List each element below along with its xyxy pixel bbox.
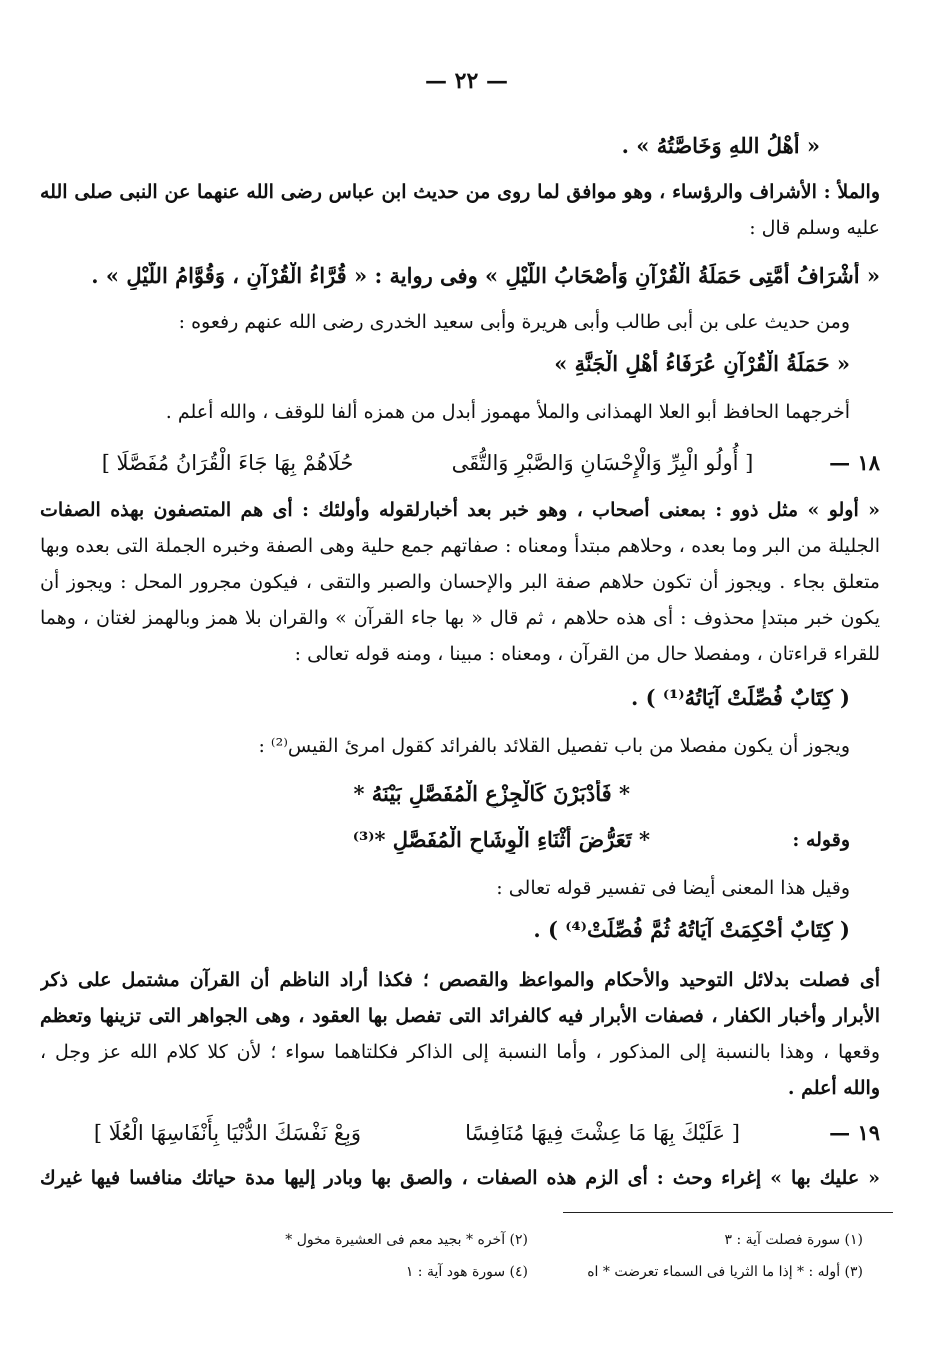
text-line: ويجوز أن يكون مفصلا من باب تفصيل القلائد بالفرائد كقول امرئ القيس⁽²⁾ : (258, 735, 850, 757)
verse-hemistich-first: [ عَلَيْكَ بِهَا مَا عِشْتَ فِيهَا مُنَافِسًا (465, 1121, 740, 1145)
text-line: عليه وسلم قال : (749, 217, 880, 239)
footnote: (١) سورة فصلت آية : ٣ (724, 1232, 863, 1248)
text-line: الأبرار وأخبار الكفار ، فصفات الأبرار فيه كالفرائد التى تفصل بها العقود ، وهى الجواهر التى تزينها وتعظم (40, 1005, 880, 1027)
footnote: (٣) أوله : * إذا ما الثريا فى السماء تعرضت * اه (587, 1264, 863, 1280)
footnote: (٢) آخره * بجيد معم فى العشيرة مخول * (285, 1232, 528, 1248)
text-line: ومن حديث على بن أبى طالب وأبى هريرة وأبى سعيد الخدرى رضى الله عنهم رفعوه : (178, 311, 850, 333)
footnote-divider (563, 1212, 893, 1213)
text-line: متعلق بجاء . ويجوز أن تكون حلاهم صفة البر والإحسان والصبر والتقى ، فيكون مجرور المحل : ويجوز أن (40, 571, 880, 593)
text-line: « حَمَلَةُ الْقُرْآنِ عُرَفَاءُ أَهْلِ الْجَنَّةِ » (554, 351, 850, 376)
text-line: يكون خبر مبتدإ محذوف : أى هذه حلاهم ، ثم قال « بها جاء القرآن » والقران بلا همز وبالهمز لغتان ، وهما (40, 607, 880, 629)
text-line: أخرجهما الحافظ أبو العلا الهمذانى والملأ مهموز أبدل من همزه ألفا للوقف ، والله أعلم . (165, 401, 850, 423)
verse-number: ١٨ — (829, 450, 880, 475)
text-line: * فَأَدْبَرْنَ كَالْجِزْعِ الْمُفَصَّلِ بَيْنَهُ * (353, 781, 630, 806)
text-line: للقراء قراءتان ، ومفصلا حال من القرآن ، ومعناه : مبينا ، ومنه قوله تعالى : (294, 643, 880, 665)
text-line: والله أعلم . (787, 1077, 880, 1099)
text-line: « عليك بها » إغراء وحث : أى الزم هذه الصفات ، والصق بها وبادر إليها مدة حياتك منافسا فيها غيرك (40, 1167, 880, 1189)
text-line: أى فصلت بدلائل التوحيد والأحكام والمواعظ والقصص ؛ فكذا أراد الناظم أن القرآن مشتمل على ذكر (40, 969, 880, 991)
text-line: « أَشْرَافُ أُمَّتِى حَمَلَةُ الْقُرْآنِ وَأَصْحَابُ اللَّيْلِ » وفى رواية : « قُرَّاءُ الْقُرْآنِ ، وَقُوَّامُ اللَّيْلِ » . (91, 263, 880, 288)
text-line: وقوله : (792, 829, 850, 851)
verse-number: ١٩ — (829, 1120, 880, 1145)
verse-line (40, 446, 880, 480)
verse-hemistich-first: [ أُولُو الْبِرِّ وَالْإِحْسَانِ وَالصَّبْرِ وَالتُّقَى (451, 451, 754, 475)
page-number: — ٢٢ — (425, 68, 508, 94)
verse-hemistich-second: حُلَاهُمْ بِهَا جَاءَ الْقُرَانُ مُفَصَّلَا ] (101, 451, 354, 475)
text-line: « أَهْلُ اللهِ وَخَاصَّتُهُ » . (621, 133, 820, 158)
verse-line (40, 1116, 880, 1150)
text-line: « أولو » مثل ذوو : بمعنى أصحاب ، وهو خبر بعد أخبارلقوله وأولئك : أى هم المتصفون بهذه الصفات (40, 499, 880, 521)
verse-hemistich-second: وَبِعْ نَفْسَكَ الدُّنْيَا بِأَنْفَاسِهَا الْعُلَا ] (93, 1121, 362, 1145)
text-line: ( كِتَابٌ فُصِّلَتْ آيَاتُهُ⁽¹⁾ ) . (631, 685, 850, 710)
text-line: الجليلة من البر وما بعده ، وحلاهم مبتدأ ومعناه : صفاتهم جمع حلية وهى الصفة وخبره الجملة التى بعده وبها (40, 535, 880, 557)
text-line: وقيل هذا المعنى أيضا فى تفسير قوله تعالى : (496, 877, 850, 899)
text-line: * تَعَرُّضَ أَثْنَاءِ الْوِشَاحِ الْمُفَصَّلِ *⁽³⁾ (352, 827, 650, 852)
text-line: ( كِتَابٌ أُحْكِمَتْ آيَاتُهُ ثُمَّ فُصِّلَتْ⁽⁴⁾ ) . (533, 917, 850, 942)
text-line: وقعها ، وهذا بالنسبة إلى المذكور ، وأما النسبة إلى الذاكر فكلتاهما سواء ؛ لأن كلا كلام الله عز وجل ، (40, 1041, 880, 1063)
text-line: والملأ : الأشراف والرؤساء ، وهو موافق لما روى من حديث ابن عباس رضى الله عنهما عن النبى صلى الله (40, 181, 880, 203)
footnote: (٤) سورة هود آية : ١ (405, 1264, 528, 1280)
